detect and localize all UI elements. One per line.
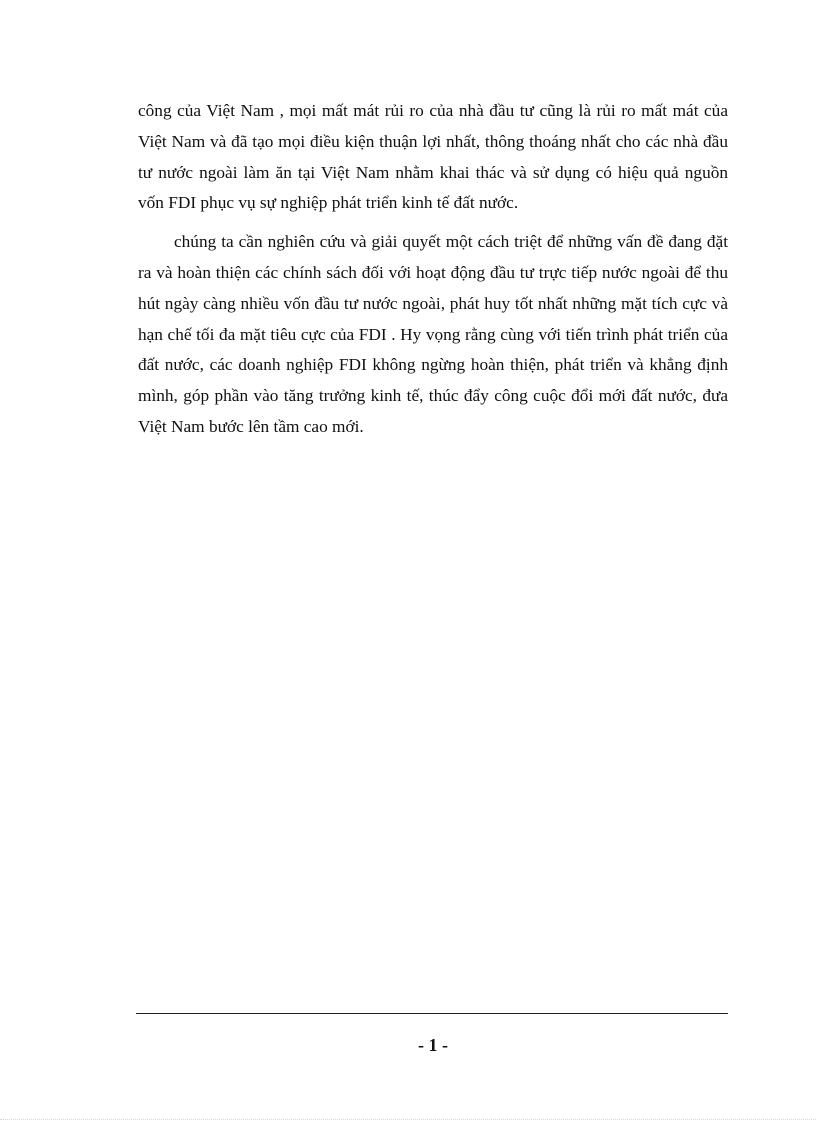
page-bottom-edge — [0, 1119, 816, 1120]
page-number: - 1 - — [418, 1035, 448, 1055]
paragraph-2: chúng ta cần nghiên cứu và giải quyết một cách triệt để những vấn đề đang đặt ra và hoàn thiện các chính sách đối với hoạt động đầu tư trực tiếp nước ngoài để thu hút ngày càng nhiều vốn đầu tư nước ngoài, phát huy tốt nhất những mặt tích cực và hạn chế tối đa mặt tiêu cực của FDI . Hy vọng rằng cùng với tiến trình phát triển của đất nước, các doanh nghiệp FDI không ngừng hoàn thiện, phát triển và khẳng định mình, góp phần vào tăng trưởng kinh tế, thúc đẩy công cuộc đổi mới đất nước, đưa Việt Nam bước lên tầm cao mới. — [138, 232, 728, 436]
document-body — [138, 96, 728, 443]
paragraph-1: công của Việt Nam , mọi mất mát rủi ro của nhà đầu tư cũng là rủi ro mất mát của Việt Nam và đã tạo mọi điều kiện thuận lợi nhất, thông thoáng nhất cho các nhà đầu tư nước ngoài làm ăn tại Việt Nam nhằm khai thác và sử dụng có hiệu quả nguồn vốn FDI phục vụ sự nghiệp phát triển kinh tế đất nước. — [138, 101, 728, 213]
footer-divider — [136, 1013, 728, 1014]
